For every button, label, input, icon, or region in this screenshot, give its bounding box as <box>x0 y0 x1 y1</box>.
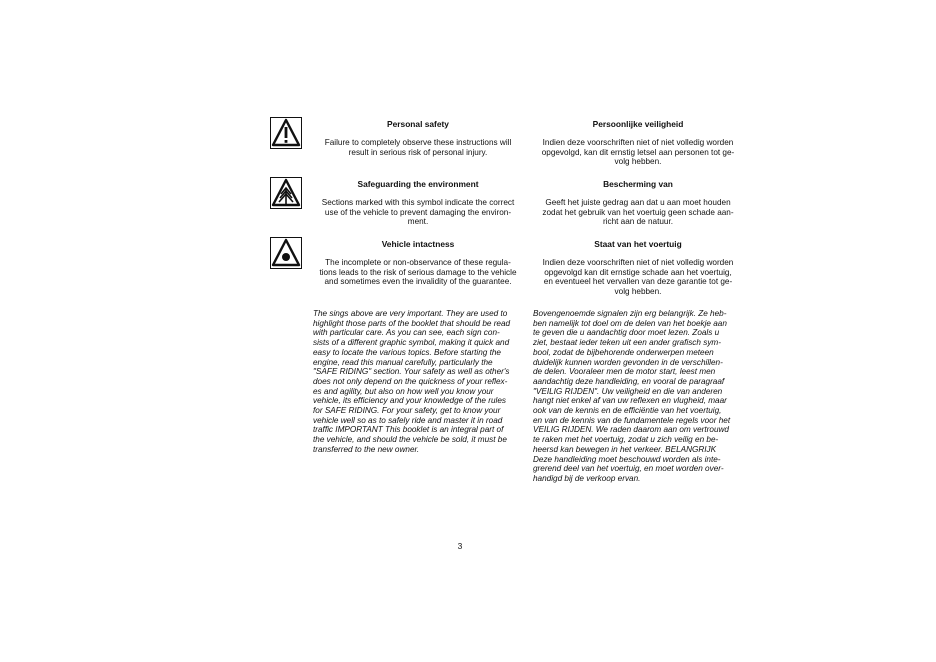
section-heading: Staat van het voertuig <box>594 239 682 249</box>
intro-line: sists of a different graphic symbol, making it quick and <box>313 338 510 348</box>
intro-line: with particular care. As you can see, each sign con- <box>313 328 500 338</box>
intro-line: "VEILIG RIJDEN". Uw veiligheid en die van anderen <box>533 386 723 396</box>
personal-safety-en <box>313 119 523 157</box>
intro-line: handigd bij de verkoop ervan. <box>533 473 641 483</box>
intro-paragraph-en <box>313 309 523 455</box>
intro-line: aandachtig deze handleiding, en vooral de paragraaf <box>533 376 725 386</box>
intro-text <box>533 309 743 484</box>
intro-line: "SAFE RIDING" section. Your safety as well as other's <box>313 367 510 377</box>
section-text: Geeft het juiste gedrag aan dat u aan moet houden zodat het gebruik van het voertuig geen schade aan- richt aan de natuur. <box>542 198 734 227</box>
intro-line: vehicle, its efficiency and your knowledge of the rules <box>313 396 506 406</box>
intro-line: highlight those parts of the booklet that should be read <box>313 318 511 328</box>
warning-exclamation-icon <box>270 117 302 149</box>
intro-line: hangt niet enkel af van uw reflexen en vlugheid, maar <box>533 396 727 406</box>
intro-line: does not only depend on the quickness of your reflex- <box>313 376 508 386</box>
intro-line: for SAFE RIDING. For your safety, get to know your <box>313 406 501 416</box>
vehicle-intactness-en <box>313 239 523 287</box>
intro-line: duidelijk kunnen worden gevonden in de verschillen- <box>533 357 723 367</box>
personal-safety-nl <box>533 119 743 167</box>
section-heading: Vehicle intactness <box>381 239 455 249</box>
intro-line: en van de kennis van de fundamentele regels voor het <box>533 415 731 425</box>
intro-line: es and agility, but also on how well you know your <box>313 386 494 396</box>
page-number: 3 <box>457 541 463 551</box>
section-text: Indien deze voorschriften niet of niet volledig worden opgevolgd, kan dit ernstig letsel aan personen tot ge- volg hebben. <box>541 138 735 167</box>
section-text: Indien deze voorschriften niet of niet volledig worden opgevolgd kan dit ernstige schade aan het voertuig, en eventueel het vervallen van deze garantie tot ge- volg hebben. <box>542 258 734 297</box>
intro-line: Bovengenoemde signalen zijn erg belangrijk. Ze heb- <box>533 309 727 318</box>
intro-line: de delen. Vooraleer men de motor start, leest men <box>533 367 716 377</box>
section-heading: Safeguarding the environment <box>357 179 479 189</box>
intro-line: The sings above are very important. They are used to <box>313 309 508 318</box>
intro-line: engine, read this manual carefully, particularly the <box>313 357 493 367</box>
intro-line: the vehicle, and should the vehicle be sold, it must be <box>313 435 507 445</box>
environment-nl <box>533 179 743 227</box>
environment-en <box>313 179 523 227</box>
section-heading: Persoonlijke veiligheid <box>592 119 684 129</box>
section-heading: Personal safety <box>387 119 449 129</box>
intro-line: vehicle well so as to safely ride and master it in road <box>313 415 503 425</box>
section-text: Failure to completely observe these instructions will result in serious risk of personal injury. <box>324 138 512 157</box>
intro-line: easy to locate the various topics. Before starting the <box>313 347 501 357</box>
section-text: Sections marked with this symbol indicate the correct use of the vehicle to prevent damaging the environ- ment. <box>321 198 515 227</box>
section-heading: Bescherming van <box>603 179 673 189</box>
intro-line: grerend deel van het voertuig, en moet worden over- <box>533 464 724 474</box>
intro-line: heersd kan bewegen in het verkeer. BELANGRIJK <box>533 444 717 454</box>
vehicle-damage-icon <box>270 237 302 269</box>
intro-line: te raken met het voertuig, zodat u zich veilig en be- <box>533 435 719 445</box>
intro-line: te geven die u aandachtig door moet lezen. Zoals u <box>533 328 720 338</box>
intro-line: VEILIG RIJDEN. We raden daarom aan om vertrouwd <box>533 425 729 435</box>
intro-paragraph-nl <box>533 309 743 484</box>
intro-line: transferred to the new owner. <box>313 444 420 454</box>
intro-line: ben namelijk tot doel om de delen van het boekje aan <box>533 318 727 328</box>
intro-line: ziet, bestaat ieder teken uit een ander grafisch sym- <box>533 338 721 348</box>
intro-text <box>313 309 523 455</box>
intro-line: traffic IMPORTANT This booklet is an integral part of <box>313 425 504 435</box>
environment-tree-icon <box>270 177 302 209</box>
vehicle-intactness-nl <box>533 239 743 297</box>
section-text: The incomplete or non-observance of these regula- tions leads to the risk of serious damage to the vehicle and sometimes even the invalidity of the guarantee. <box>319 258 517 287</box>
intro-line: ook van de kennis en de efficiëntie van het voertuig, <box>533 406 722 416</box>
intro-line: bool, zodat de bijbehorende onderwerpen meteen <box>533 347 714 357</box>
intro-line: Deze handleiding moet beschouwd worden als inte- <box>533 454 721 464</box>
